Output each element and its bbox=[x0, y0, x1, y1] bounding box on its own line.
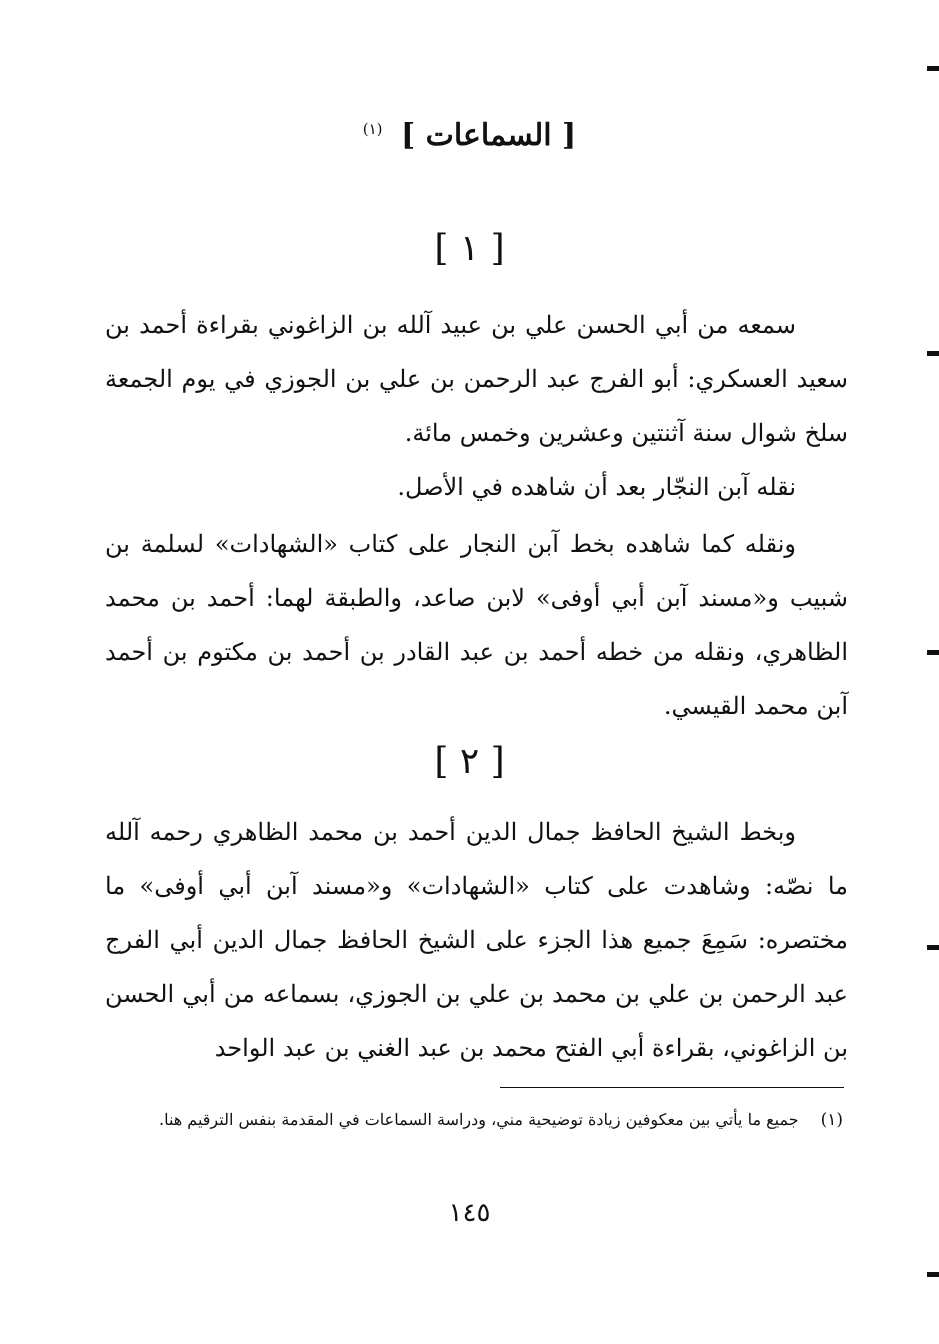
margin-mark bbox=[927, 650, 939, 655]
margin-mark bbox=[927, 1272, 939, 1277]
footnote-text: جميع ما يأتي بين معكوفين زيادة توضيحية مني، ودراسة السماعات في المقدمة بنفس الترقيم هنا. bbox=[158, 1110, 799, 1129]
section-number-2: [ ٢ ] bbox=[434, 741, 505, 782]
section-1-paragraph-1: سمعه من أبي الحسن علي بن عبيد آلله بن الزاغوني بقراءة أحمد بن سعيد العسكري: أبو الفرج عبد الرحمن بن علي بن الجوزي في يوم الجمعة سلخ شوال سنة آثنتين وعشرين وخمس مائة. bbox=[105, 311, 848, 447]
title-text: [ السماعات ] bbox=[400, 118, 577, 153]
title-footnote-mark: (١) bbox=[362, 120, 383, 138]
section-2-paragraph-1: وبخط الشيخ الحافظ جمال الدين أحمد بن محمد الظاهري رحمه آلله ما نصّه: وشاهدت على كتاب «الشهادات» و«مسند آبن أبي أوفى» ما مختصره: سَمِعَ جميع هذا الجزء على الشيخ الحافظ جمال الدين أبي الفرج عبد الرحمن بن علي بن محمد بن علي بن الجوزي، بسماعه من أبي الحسن بن الزاغوني، بقراءة أبي الفتح محمد بن عبد الغني بن عبد الواحد bbox=[105, 818, 849, 1062]
page-title bbox=[0, 118, 939, 153]
page-number: ١٤٥ bbox=[448, 1198, 491, 1228]
footnote bbox=[95, 1104, 843, 1136]
section-1-paragraph-3: ونقله كما شاهده بخط آبن النجار على كتاب «الشهادات» لسلمة بن شبيب و«مسند آبن أبي أوفى» لابن صاعد، والطبقة لهما: أحمد بن محمد الظاهري، ونقله من خطه أحمد بن عبد القادر بن أحمد بن مكتوم بن أحمد آبن محمد القيسي. bbox=[105, 530, 849, 720]
footnote-divider bbox=[500, 1087, 844, 1088]
margin-mark bbox=[927, 66, 939, 71]
section-number-1: [ ١ ] bbox=[434, 228, 505, 269]
section-1-paragraph-2: نقله آبن النجّار بعد أن شاهده في الأصل. bbox=[397, 473, 796, 501]
footnote-number: (١) bbox=[820, 1110, 843, 1130]
margin-mark bbox=[927, 351, 939, 356]
margin-mark bbox=[927, 945, 939, 950]
